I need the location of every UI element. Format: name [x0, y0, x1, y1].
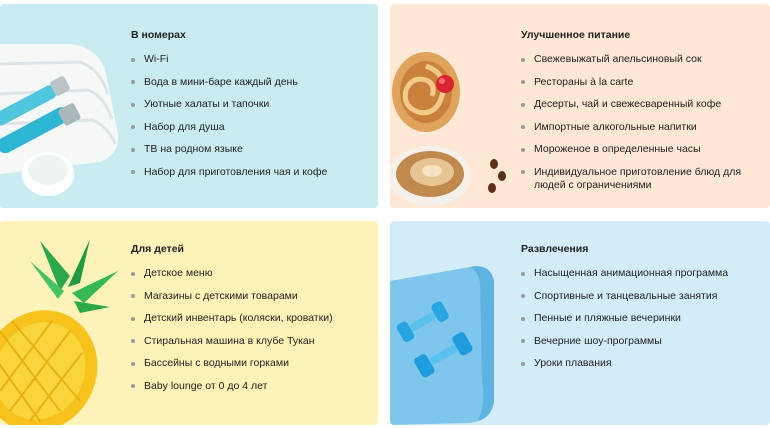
list-item: Уроки плавания [521, 357, 761, 370]
card-title: Развлечения [521, 243, 589, 255]
list-item: Набор для приготовления чая и кофе [131, 166, 371, 179]
list-item: Насыщенная анимационная программа [521, 267, 761, 280]
food-list [521, 53, 761, 201]
list-item: Пенные и пляжные вечеринки [521, 312, 761, 325]
entertainment-list [521, 267, 761, 380]
list-item: Магазины с детскими товарами [131, 290, 371, 303]
amenities-list [131, 53, 371, 188]
towels-toiletries-illustration [0, 24, 125, 208]
list-item: Десерты, чай и свежесваренный кофе [521, 98, 761, 111]
list-item: Wi-Fi [131, 53, 371, 66]
list-item: Вечерние шоу-программы [521, 335, 761, 348]
list-item: Импортные алкогольные напитки [521, 121, 761, 134]
list-item: Мороженое в определенные часы [521, 143, 761, 156]
list-item: Индивидуальное приготовление блюд для людей с ограничениями [521, 166, 761, 192]
list-item: Baby lounge от 0 до 4 лет [131, 380, 371, 393]
list-item: Детское меню [131, 267, 371, 280]
list-item: Детский инвентарь (коляски, кроватки) [131, 312, 371, 325]
list-item: ТВ на родном языке [131, 143, 371, 156]
card-improved-food [390, 4, 770, 208]
pastry-coffee-illustration [390, 4, 515, 208]
list-item: Стиральная машина в клубе Тукан [131, 335, 371, 348]
list-item: Спортивные и танцевальные занятия [521, 290, 761, 303]
kids-list [131, 267, 371, 402]
list-item: Рестораны à la carte [521, 76, 761, 89]
yoga-mat-dumbbells-illustration [390, 221, 515, 425]
card-in-rooms [0, 4, 378, 208]
card-title: В номерах [131, 29, 186, 41]
list-item: Уютные халаты и тапочки [131, 98, 371, 111]
list-item: Вода в мини-баре каждый день [131, 76, 371, 89]
card-for-kids [0, 221, 378, 425]
list-item: Свежевыжатый апельсиновый сок [521, 53, 761, 66]
card-title: Для детей [131, 243, 184, 255]
list-item: Набор для душа [131, 121, 371, 134]
card-entertainment [390, 221, 770, 425]
pineapple-float-illustration [0, 221, 125, 425]
list-item: Бассейны с водными горками [131, 357, 371, 370]
card-title: Улучшенное питание [521, 29, 631, 41]
